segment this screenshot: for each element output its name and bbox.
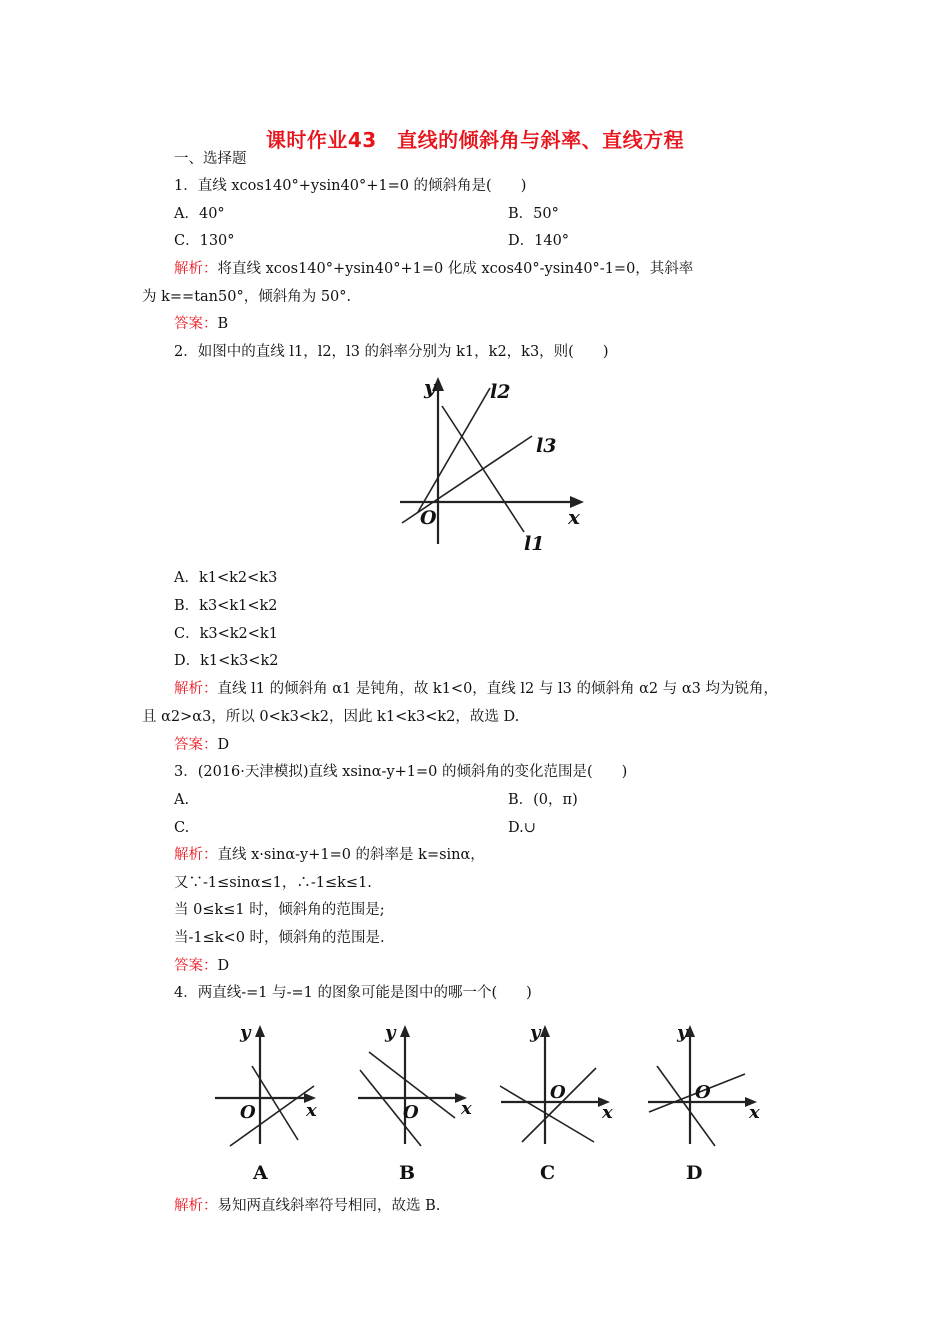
q1-option-c: C．130° xyxy=(174,233,235,249)
origin-label: O xyxy=(695,1082,711,1103)
x-axis-label: x xyxy=(306,1100,317,1121)
q3-option-c: C. xyxy=(174,820,190,836)
q2-analysis-text: 直线 l1 的倾斜角 α1 是钝角，故 k1<0，直线 l2 与 l3 的倾斜角 α2 与 α3 均为锐角， xyxy=(217,681,778,697)
y-axis-arrow xyxy=(400,1025,410,1037)
q3-answer-value: D xyxy=(217,958,230,974)
q2-stem: 2．如图中的直线 l1，l2，l3 的斜率分别为 k1，k2，k3，则( ) xyxy=(174,344,609,360)
q2-analysis-label: 解析： xyxy=(174,681,218,697)
q3-stem: 3．(2016·天津模拟)直线 xsinα-y+1=0 的倾斜角的变化范围是( ) xyxy=(174,764,628,780)
y-axis-label: y xyxy=(530,1022,541,1043)
q2-analysis-cont: 且 α2>α3，所以 0<k3<k2，因此 k1<k3<k2，故选 D. xyxy=(142,709,520,725)
y-axis-label: y xyxy=(385,1022,396,1043)
q3-option-a: A. xyxy=(174,792,190,808)
l1-label: l1 xyxy=(524,533,545,552)
q3-analysis-line4: 当-1≤k<0 时，倾斜角的范围是. xyxy=(174,930,385,946)
origin-label: O xyxy=(420,507,437,529)
line-l2 xyxy=(418,388,490,512)
q2-option-a: A．k1<k2<k3 xyxy=(174,570,278,586)
y-axis-label: y xyxy=(677,1022,688,1043)
q1-answer-value: B xyxy=(217,316,229,332)
line-1 xyxy=(500,1086,594,1142)
x-axis-label: x xyxy=(749,1102,760,1123)
q2-answer xyxy=(174,735,229,755)
q4-figure-a xyxy=(212,1018,332,1148)
q3-option-d: D.∪ xyxy=(508,820,536,836)
q2-option-d: D．k1<k3<k2 xyxy=(174,653,279,669)
page-title: 课时作业43 直线的倾斜角与斜率、直线方程 xyxy=(265,128,685,152)
q2-figure xyxy=(390,372,600,552)
q3-analysis-line2: 又∵-1≤sinα≤1，∴-1≤k≤1. xyxy=(174,875,372,891)
q2-option-c: C．k3<k2<k1 xyxy=(174,626,278,642)
q4-figure-d xyxy=(645,1018,770,1148)
q4-analysis-text: 易知两直线斜率符号相同，故选 B. xyxy=(217,1198,441,1214)
x-axis-label: x xyxy=(602,1102,613,1123)
y-axis-label: y xyxy=(424,375,436,399)
q1-analysis-label: 解析： xyxy=(174,261,218,277)
q4-figure-a-letter: A xyxy=(253,1162,268,1184)
x-axis-label: x xyxy=(461,1098,472,1119)
q3-analysis-line3: 当 0≤k≤1 时，倾斜角的范围是; xyxy=(174,902,385,918)
q3-answer-label: 答案： xyxy=(174,958,218,974)
q1-option-b: B．50° xyxy=(508,206,559,222)
q1-analysis xyxy=(174,259,693,279)
x-axis-label: x xyxy=(568,505,580,529)
y-axis-label: y xyxy=(240,1022,251,1043)
q2-option-b: B．k3<k1<k2 xyxy=(174,598,278,614)
q2-answer-value: D xyxy=(217,737,230,753)
q1-answer-label: 答案： xyxy=(174,316,218,332)
q3-analysis xyxy=(174,845,485,865)
q1-answer xyxy=(174,314,228,334)
q4-stem: 4．两直线-=1 与-=1 的图象可能是图中的哪一个( ) xyxy=(174,985,532,1001)
q4-figure-c xyxy=(498,1018,623,1148)
origin-label: O xyxy=(240,1102,256,1123)
q1-option-d: D．140° xyxy=(508,233,570,249)
q3-answer xyxy=(174,956,229,976)
q3-analysis-label: 解析： xyxy=(174,847,218,863)
q4-analysis-label: 解析： xyxy=(174,1198,218,1214)
origin-label: O xyxy=(403,1102,419,1123)
q2-answer-label: 答案： xyxy=(174,737,218,753)
q1-analysis-text: 将直线 xcos140°+ysin40°+1=0 化成 xcos40°-ysin40°-1=0，其斜率 xyxy=(217,261,694,277)
q3-option-b: B．(0，π) xyxy=(508,792,578,808)
q4-figure-b-letter: B xyxy=(399,1162,416,1184)
q1-analysis-cont: 为 k==tan50°，倾斜角为 50°. xyxy=(142,289,352,305)
q3-analysis-text: 直线 x·sinα-y+1=0 的斜率是 k=sinα， xyxy=(217,847,485,863)
section-heading: 一、选择题 xyxy=(174,151,247,167)
q2-analysis xyxy=(174,679,778,699)
y-axis-arrow xyxy=(540,1025,550,1037)
q4-figure-d-letter: D xyxy=(686,1162,703,1184)
q1-option-a: A．40° xyxy=(174,206,225,222)
l3-label: l3 xyxy=(536,435,557,457)
q4-figure-c-letter: C xyxy=(540,1162,556,1184)
origin-label: O xyxy=(550,1082,566,1103)
q4-figure-b xyxy=(355,1018,480,1148)
q1-stem: 1．直线 xcos140°+ysin40°+1=0 的倾斜角是( ) xyxy=(174,178,527,194)
y-axis-arrow xyxy=(255,1025,265,1037)
l2-label: l2 xyxy=(490,381,511,403)
q4-analysis xyxy=(174,1196,440,1216)
